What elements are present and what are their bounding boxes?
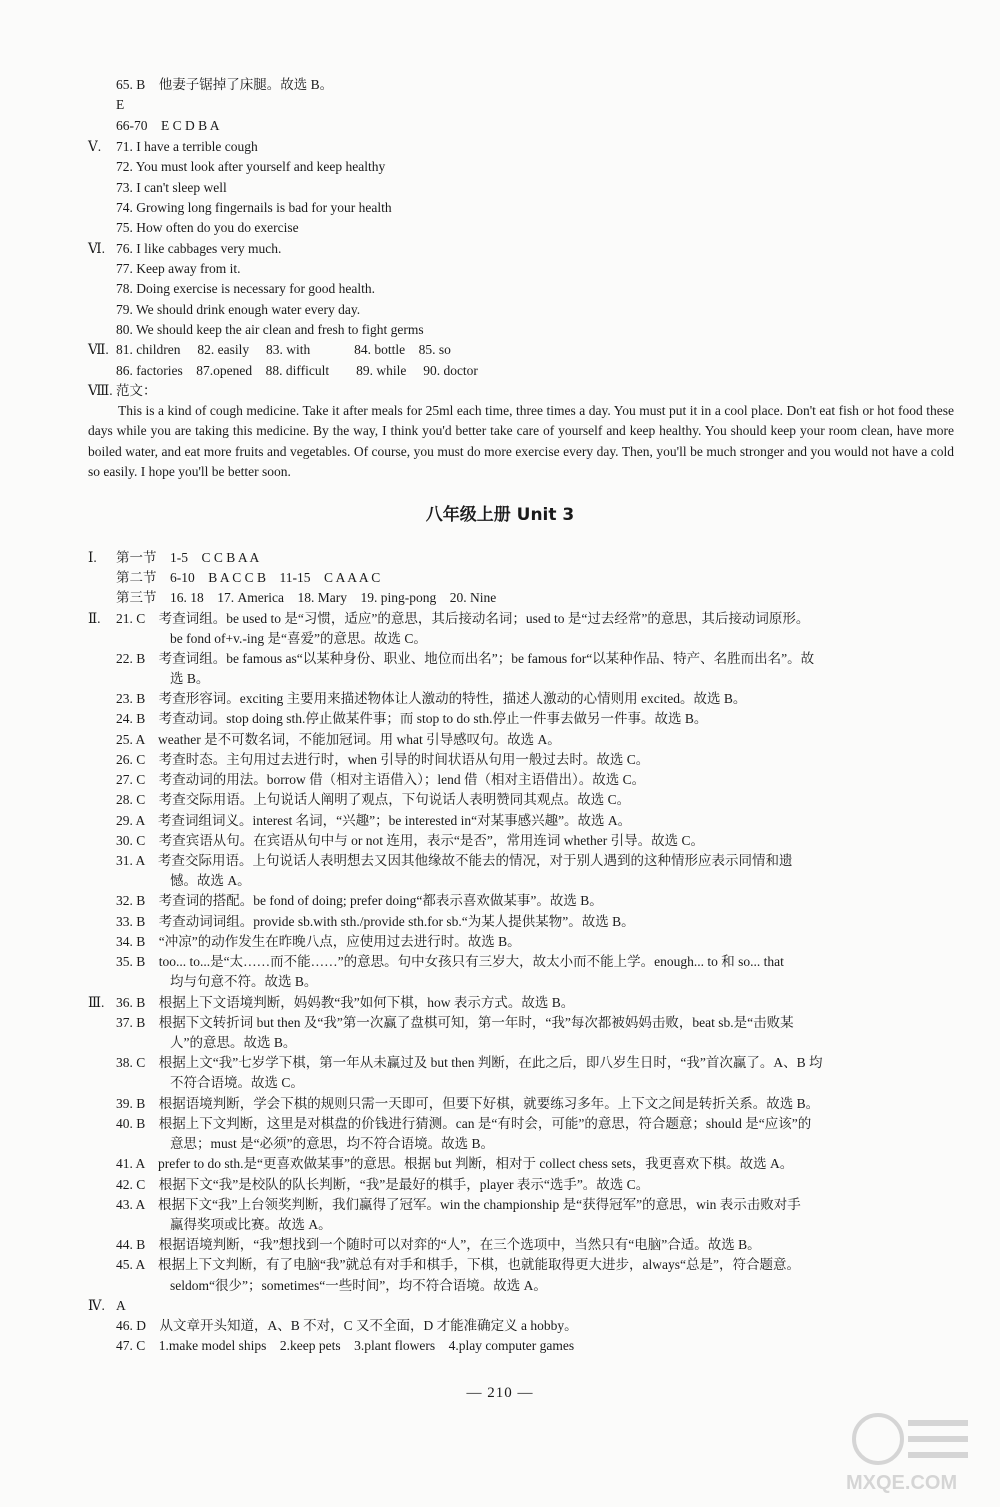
answer-line: 第一节 1-5 C C B A A bbox=[116, 550, 260, 565]
answer-line: 39. B 根据语境判断，学会下棋的规则只需一天即可，但要下好棋，就要练习多年。上下文之间是转折关系。故选 B。 bbox=[116, 1096, 820, 1111]
answer-line: 25. A weather 是不可数名词，不能加冠词。用 what 引导感叹句。故选 A。 bbox=[116, 732, 561, 747]
answer-line: 86. factories 87.opened 88. difficult 89. while 90. doctor bbox=[116, 363, 478, 378]
answer-line: 24. B 考查动词。stop doing sth.停止做某件事；而 stop to do sth.停止一件事去做另一件事。故选 B。 bbox=[116, 711, 708, 726]
answer-line: 第二节 6-10 B A C C B 11-15 C A A A C bbox=[116, 570, 381, 585]
answer-line: 不符合语境。故选 C。 bbox=[170, 1075, 304, 1090]
answer-line: 憾。故选 A。 bbox=[170, 873, 251, 888]
answer-line: 33. B 考查动词词组。provide sb.with sth./provide sth.for sb.“为某人提供某物”。故选 B。 bbox=[116, 914, 635, 929]
answer-line: 40. B 根据上下文判断，这里是对棋盘的价钱进行猜测。can 是“有时会，可能”的意思，符合题意；should 是“应该”的 bbox=[116, 1116, 812, 1131]
unit-title: 八年级上册 Unit 3 bbox=[425, 505, 575, 525]
answer-line: 人”的意思。故选 B。 bbox=[170, 1035, 297, 1050]
section-numeral: Ⅷ. bbox=[88, 383, 113, 398]
answer-line: 66-70 E C D B A bbox=[116, 118, 220, 133]
watermark-logo bbox=[838, 1405, 988, 1497]
page-number: — 210 — bbox=[466, 1385, 534, 1401]
answer-line: 45. A 根据上下文判断，有了电脑“我”就总有对手和棋手，下棋，也就能取得更大进步，always“总是”，符合题意。 bbox=[116, 1257, 800, 1272]
answer-line: 22. B 考查词组。be famous as“以某种身份、职业、地位而出名”；be famous for“以某种作品、特产、名胜而出名”。故 bbox=[116, 651, 815, 666]
answer-line: 35. B too... to...是“太……而不能……”的意思。句中女孩只有三岁大，故太小而不能上学。enough... to 和 so... that bbox=[116, 954, 784, 969]
answer-line: be fond of+v.-ing 是“喜爱”的意思。故选 C。 bbox=[170, 631, 427, 646]
answer-line: 44. B 根据语境判断，“我”想找到一个随时可以对弈的“人”，在三个选项中，当然只有“电脑”合适。故选 B。 bbox=[116, 1237, 761, 1252]
answer-line: 31. A 考查交际用语。上句说话人表明想去又因其他缘故不能去的情况，对于别人遇到的这种情形应表示同情和遗 bbox=[116, 853, 793, 868]
section-numeral: Ⅰ. bbox=[88, 550, 97, 565]
svg-text:MXQE.COM: MXQE.COM bbox=[846, 1472, 958, 1494]
answer-line: 41. A prefer to do sth.是“更喜欢做某事”的意思。根据 but 判断，相对于 collect chess sets，我更喜欢下棋。故选 A。 bbox=[116, 1156, 794, 1171]
answer-line: 34. B “冲凉”的动作发生在昨晚八点，应使用过去进行时。故选 B。 bbox=[116, 934, 521, 949]
answer-line: 32. B 考查词的搭配。be fond of doing; prefer doing“都表示喜欢做某事”。故选 B。 bbox=[116, 893, 603, 908]
answer-line: 38. C 根据上文“我”七岁学下棋，第一年从未赢过及 but then 判断，在此之后，即八岁生日时，“我”首次赢了。A、B 均 bbox=[116, 1055, 823, 1070]
answer-line: 意思；must 是“必须”的意思，均不符合语境。故选 B。 bbox=[170, 1136, 494, 1151]
section-numeral: Ⅳ. bbox=[88, 1298, 105, 1313]
answer-line: 47. C 1.make model ships 2.keep pets 3.plant flowers 4.play computer games bbox=[116, 1338, 575, 1353]
answer-line: 29. A 考查词组词义。interest 名词，“兴趣”；be interested in“对某事感兴趣”。故选 A。 bbox=[116, 813, 632, 828]
answer-line: 第三节 16. 18 17. America 18. Mary 19. ping-pong 20. Nine bbox=[116, 590, 497, 605]
section-numeral: Ⅵ. bbox=[88, 241, 105, 256]
answer-line: 65. B 他妻子锯掉了床腿。故选 B。 bbox=[116, 77, 334, 92]
answer-line: 73. I can't sleep well bbox=[116, 180, 227, 195]
answer-line: 37. B 根据下文转折词 but then 及“我”第一次赢了盘棋可知，第一年时，“我”每次都被妈妈击败，beat sb.是“击败某 bbox=[116, 1015, 794, 1030]
answer-line: 46. D 从文章开头知道，A、B 不对，C 又不全面，D 才能准确定义 a hobby。 bbox=[116, 1318, 578, 1333]
answer-line: 27. C 考查动词的用法。borrow 借（相对主语借入）；lend 借（相对主语借出）。故选 C。 bbox=[116, 772, 646, 787]
section-numeral: Ⅲ. bbox=[88, 995, 105, 1010]
answer-line: 77. Keep away from it. bbox=[116, 261, 241, 276]
answer-line: seldom“很少”；sometimes“一些时间”，均不符合语境。故选 A。 bbox=[170, 1278, 547, 1293]
section-numeral: Ⅴ. bbox=[88, 139, 102, 154]
answer-line: 78. Doing exercise is necessary for good health. bbox=[116, 281, 376, 296]
answer-line: 36. B 根据上下文语境判断，妈妈教“我”如何下棋，how 表示方式。故选 B。 bbox=[116, 995, 575, 1010]
answer-line: 43. A 根据下文“我”上台领奖判断，我们赢得了冠军。win the championship 是“获得冠军”的意思，win 表示击败对手 bbox=[116, 1197, 801, 1212]
answer-line: 72. You must look after yourself and keep healthy bbox=[116, 159, 386, 174]
answer-line: 71. I have a terrible cough bbox=[116, 139, 258, 154]
section-numeral: Ⅱ. bbox=[88, 611, 101, 626]
answer-line: E bbox=[116, 97, 125, 112]
answer-line: 42. C 根据下文“我”是校队的队长判断，“我”是最好的棋手，player 表示“选手”。故选 C。 bbox=[116, 1177, 650, 1192]
answer-line: 79. We should drink enough water every day. bbox=[116, 302, 361, 317]
answer-line: 75. How often do you do exercise bbox=[116, 220, 299, 235]
answer-line: 均与句意不符。故选 B。 bbox=[170, 974, 318, 989]
answer-line: 选 B。 bbox=[170, 671, 210, 686]
answer-line: A bbox=[116, 1298, 126, 1313]
section-numeral: Ⅶ. bbox=[88, 342, 109, 357]
answer-line: 28. C 考查交际用语。上句说话人阐明了观点，下句说话人表明赞同其观点。故选 C。 bbox=[116, 792, 631, 807]
answer-line: 23. B 考查形容词。exciting 主要用来描述物体让人激动的特性，描述人激动的心情则用 excited。故选 B。 bbox=[116, 691, 747, 706]
answer-line: 81. children 82. easily 83. with 84. bottle 85. so bbox=[116, 342, 451, 357]
answer-line: 21. C 考查词组。be used to 是“习惯，适应”的意思，其后接动名词；used to 是“过去经常”的意思，其后接动词原形。 bbox=[116, 611, 810, 626]
answer-line: 80. We should keep the air clean and fresh to fight germs bbox=[116, 322, 424, 337]
model-essay: This is a kind of cough medicine. Take it after meals for 25ml each time, three times a day. You must put it in a cool place. Don't eat fish or hot food these days while you are taking this medicine. By the way, I think you'd better take care of yourself and keep healthy. You should keep your room clean, have more boiled water, and eat more fruits and vegetables. Of course, you must do more exercise every day. Then, you'll be much stronger and you would not have a cold so easily. I hope you'll be better soon. bbox=[88, 403, 954, 479]
answer-line: 74. Growing long fingernails is bad for your health bbox=[116, 200, 392, 215]
answer-line: 赢得奖项或比赛。故选 A。 bbox=[170, 1217, 332, 1232]
answer-line: 范文： bbox=[116, 383, 157, 398]
answer-line: 26. C 考查时态。主句用过去进行时，when 引导的时间状语从句用一般过去时。故选 C。 bbox=[116, 752, 650, 767]
answer-line: 76. I like cabbages very much. bbox=[116, 241, 282, 256]
answer-line: 30. C 考查宾语从句。在宾语从句中与 or not 连用，表示“是否”，常用连词 whether 引导。故选 C。 bbox=[116, 833, 704, 848]
